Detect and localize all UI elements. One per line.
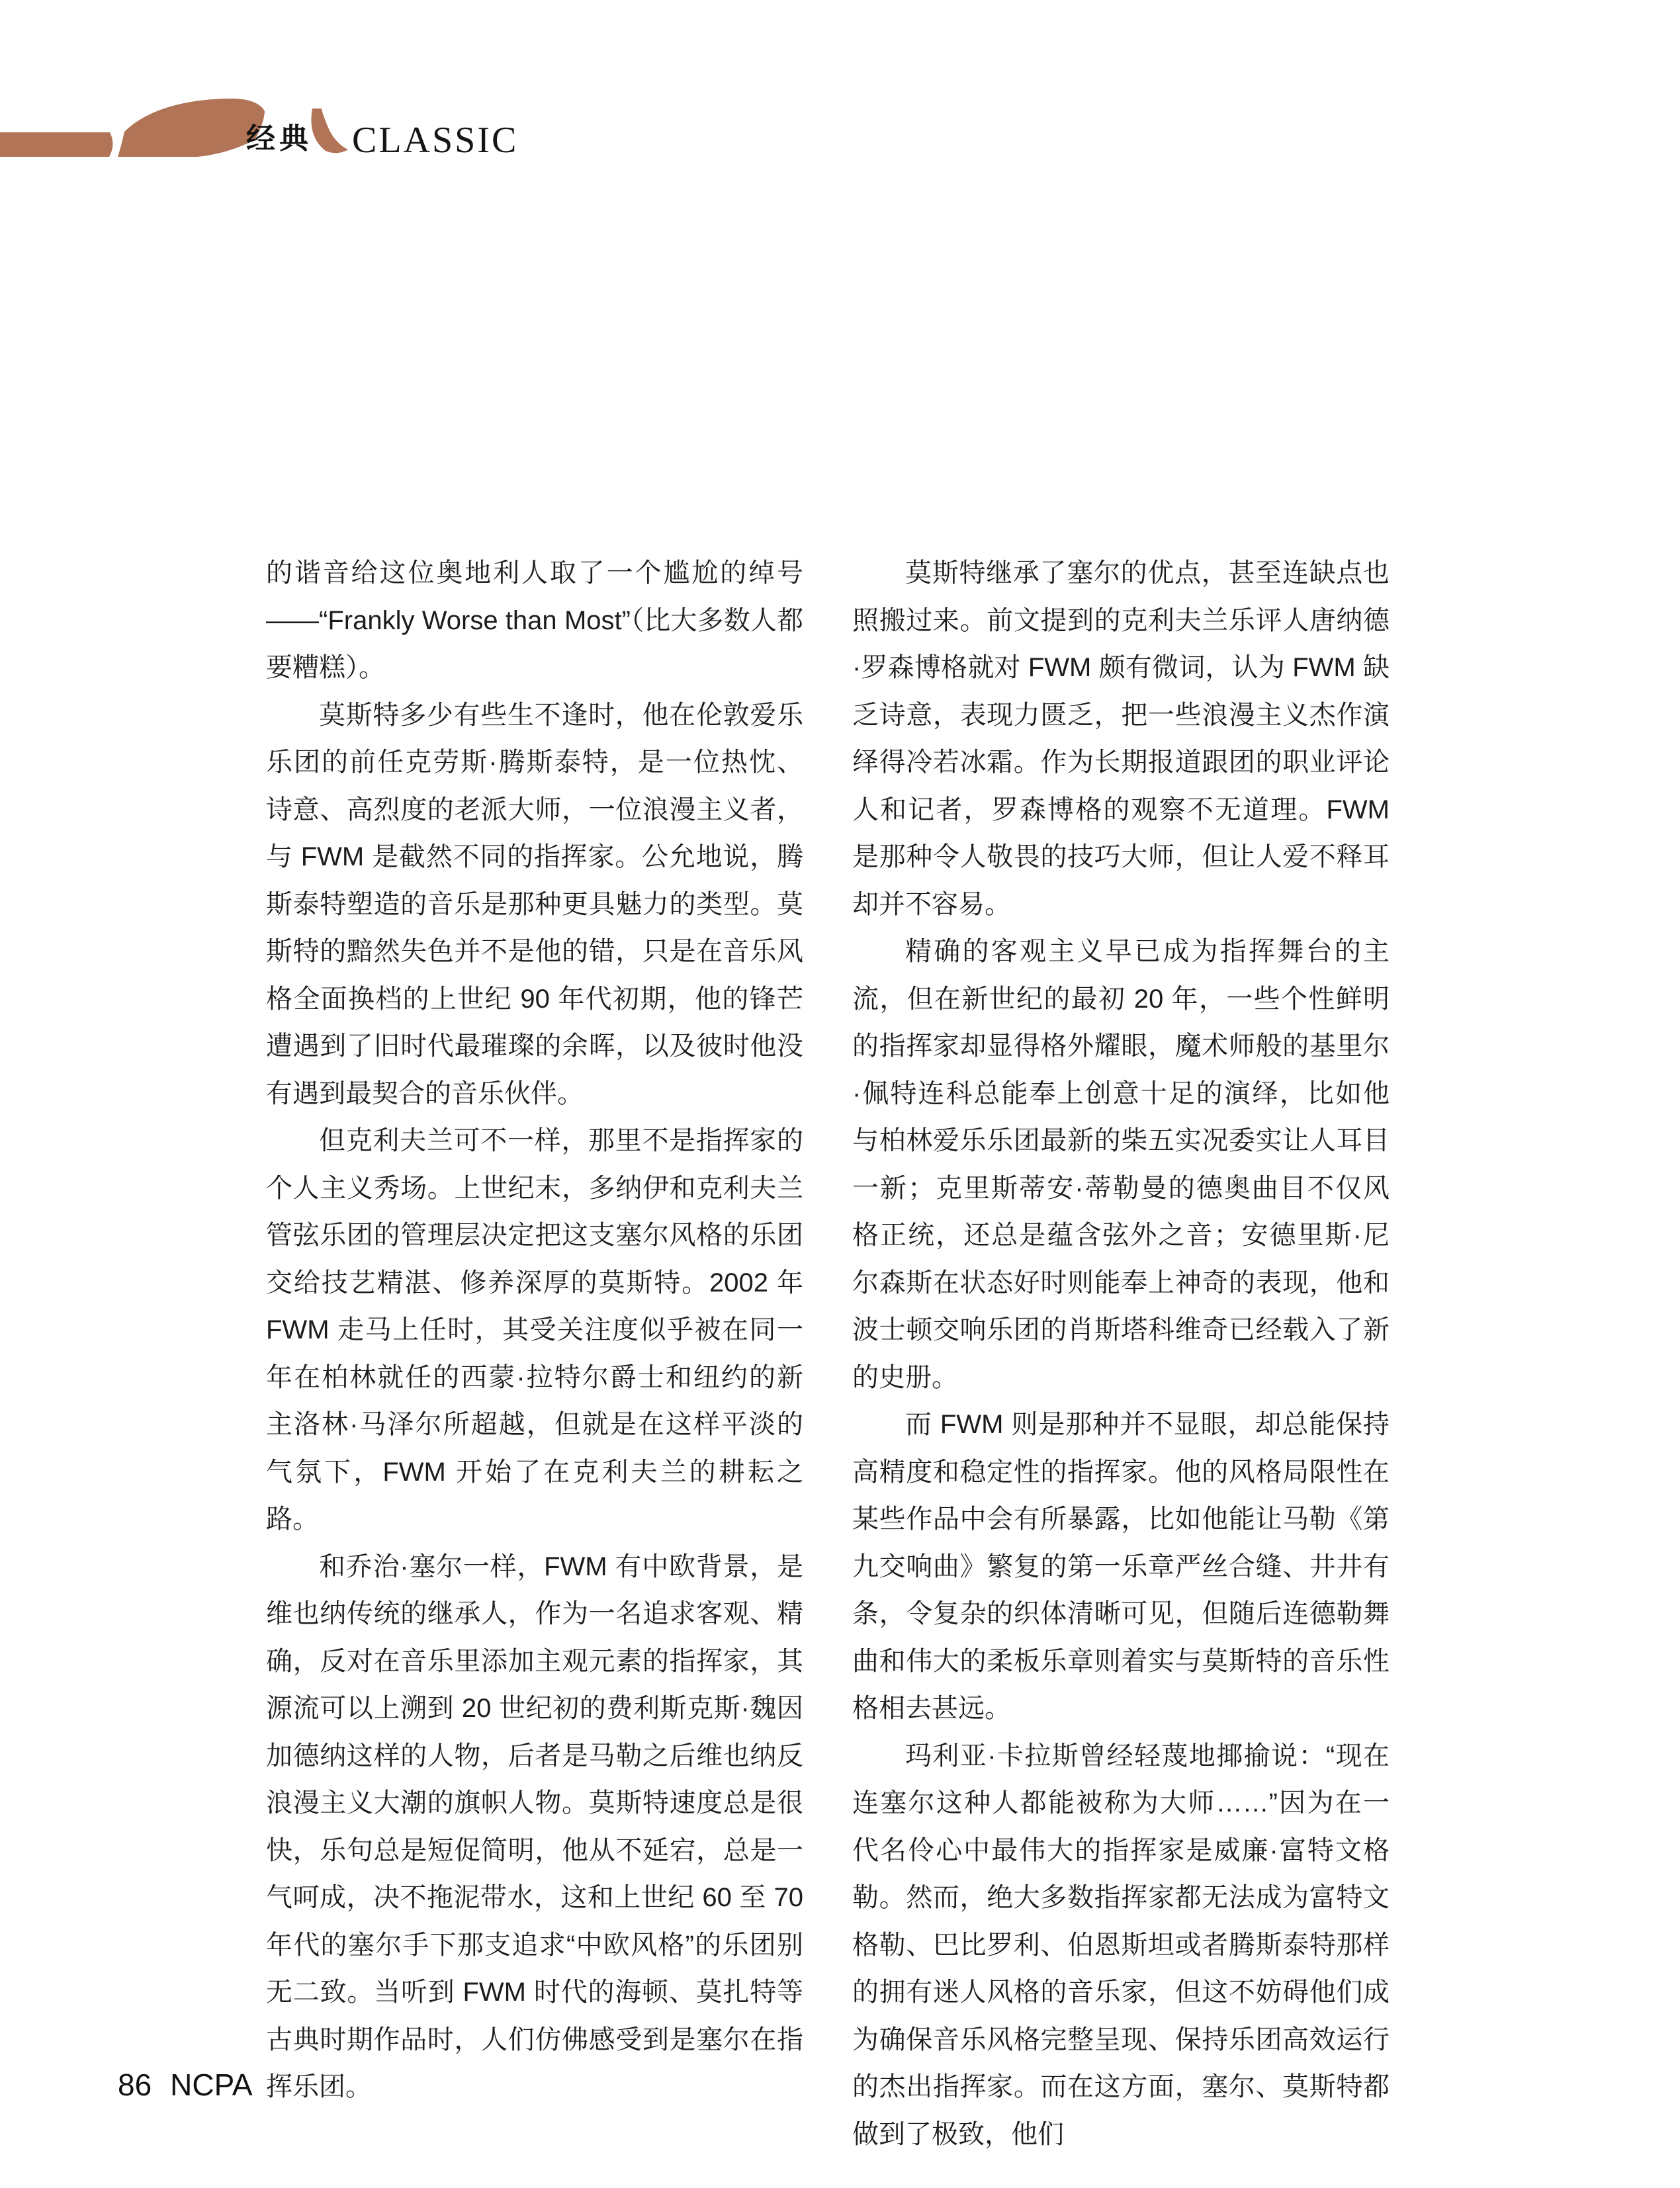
paragraph: 莫斯特继承了塞尔的优点，甚至连缺点也照搬过来。前文提到的克利夫兰乐评人唐纳德·罗森博格就对 FWM 颇有微词，认为 FWM 缺乏诗意，表现力匮乏，把一些浪漫主义杰作演绎得冷若冰霜。作为长期报道跟团的职业评论人和记者，罗森博格的观察不无道理。FWM 是那种令人敬畏的技巧大师，但让人爱不释耳却并不容易。	[852, 558, 1390, 919]
paragraph: 和乔治·塞尔一样，FWM 有中欧背景，是维也纳传统的继承人，作为一名追求客观、精确，反对在音乐里添加主观元素的指挥家，其源流可以上溯到 20 世纪初的费利斯克斯·魏因加德纳这样的人物，后者是马勒之后维也纳反浪漫主义大潮的旗帜人物。莫斯特速度总是很快，乐句总是短促简明，他从不延宕，总是一气呵成，决不拖泥带水，这和上世纪 60 至 70 年代的塞尔手下那支追求“中欧风格”的乐团别无二致。当听到 FWM 时代的海顿、莫扎特等古典时期作品时，人们仿佛感受到是塞尔在指挥乐团。	[266, 1552, 803, 2101]
paragraph: 精确的客观主义早已成为指挥舞台的主流，但在新世纪的最初 20 年，一些个性鲜明的指挥家却显得格外耀眼，魔术师般的基里尔·佩特连科总能奉上创意十足的演绎，比如他与柏林爱乐乐团最新的柴五实况委实让人耳目一新；克里斯蒂安·蒂勒曼的德奥曲目不仅风格正统，还总是蕴含弦外之音；安德里斯·尼尔森斯在状态好时则能奉上神奇的表现，他和波士顿交响乐团的肖斯塔科维奇已经载入了新的史册。	[852, 937, 1390, 1392]
ncpa-dome-logo-icon	[0, 0, 596, 198]
logo-crescent-shape	[311, 109, 348, 153]
paragraph: 的谐音给这位奥地利人取了一个尴尬的绰号——“Frankly Worse than Most”（比大多数人都要糟糕）。	[266, 558, 803, 682]
paragraph: 但克利夫兰可不一样，那里不是指挥家的个人主义秀场。上世纪末，多纳伊和克利夫兰管弦乐团的管理层决定把这支塞尔风格的乐团交给技艺精湛、修养深厚的莫斯特。2002 年 FWM 走马上任时，其受关注度似乎被在同一年在柏林就任的西蒙·拉特尔爵士和纽约的新主洛林·马泽尔所超越，但就是在这样平淡的气氛下，FWM 开始了在克利夫兰的耕耘之路。	[266, 1126, 803, 1534]
footer-brand: NCPA	[170, 2068, 253, 2102]
paragraph: 而 FWM 则是那种并不显眼，却总能保持高精度和稳定性的指挥家。他的风格局限性在某些作品中会有所暴露，比如他能让马勒《第九交响曲》繁复的第一乐章严丝合缝、井井有条，令复杂的织体清晰可见，但随后连德勒舞曲和伟大的柔板乐章则着实与莫斯特的音乐性格相去甚远。	[852, 1410, 1390, 1723]
section-title-chinese: 经典	[246, 122, 312, 155]
paragraph: 莫斯特多少有些生不逢时，他在伦敦爱乐乐团的前任克劳斯·腾斯泰特，是一位热忱、诗意、高烈度的老派大师，一位浪漫主义者，与 FWM 是截然不同的指挥家。公允地说，腾斯泰特塑造的音乐是那种更具魅力的类型。莫斯特的黯然失色并不是他的错，只是在音乐风格全面换档的上世纪 90 年代初期，他的锋芒遭遇到了旧时代最璀璨的余晖，以及彼时他没有遇到最契合的音乐伙伴。	[266, 700, 803, 1108]
article-column-left	[266, 550, 803, 2111]
paragraph: 玛利亚·卡拉斯曾经轻蔑地揶揄说：“现在连塞尔这种人都能被称为大师……”因为在一代名伶心中最伟大的指挥家是威廉·富特文格勒。然而，绝大多数指挥家都无法成为富特文格勒、巴比罗利、伯恩斯坦或者腾斯泰特那样的拥有迷人风格的音乐家，但这不妨碍他们成为确保音乐风格完整呈现、保持乐团高效运行的杰出指挥家。而在这方面，塞尔、莫斯特都做到了极致，他们	[852, 1741, 1390, 2149]
article-column-right	[852, 550, 1390, 2158]
logo-bar-shape	[0, 132, 112, 157]
page-footer	[118, 2070, 253, 2100]
logo-dome-shape	[118, 99, 265, 157]
section-header	[0, 0, 596, 198]
section-title-english: CLASSIC	[352, 120, 519, 161]
page-number: 86	[118, 2068, 152, 2102]
